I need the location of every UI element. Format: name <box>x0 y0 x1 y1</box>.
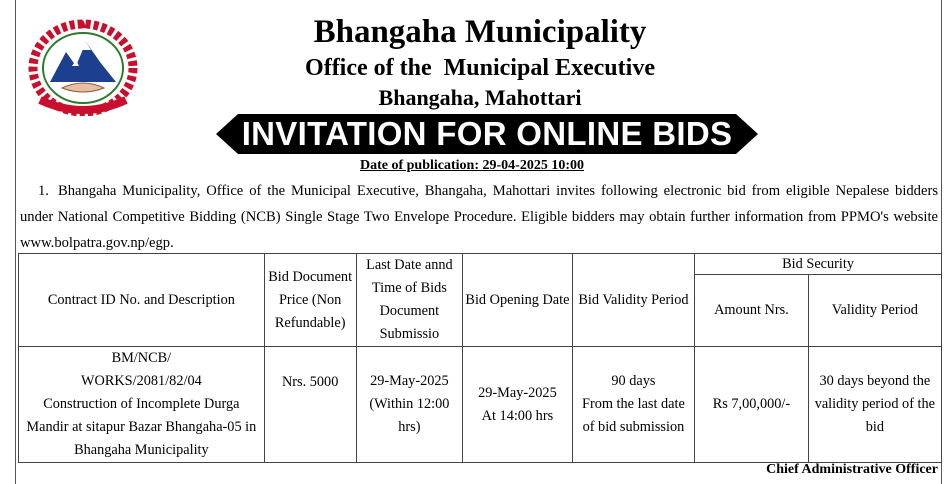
validity-days: 90 days <box>611 373 656 389</box>
publication-date: Date of publication: 29-04-2025 10:00 <box>360 158 584 173</box>
validity-note: From the last date of bid submission <box>582 396 685 435</box>
notice-number: 1. <box>38 183 49 199</box>
table-row <box>19 347 942 463</box>
validity-cell <box>572 347 695 463</box>
contract-id: BM/NCB/ WORKS/2081/82/04 <box>81 350 202 389</box>
opening-date: 29-May-2025 <box>478 384 557 401</box>
contract-cell <box>19 347 265 463</box>
contract-description: Construction of Incomplete Durga Mandir at sitapur Bazar Bhangaha-05 in Bhangaha Municipality <box>26 396 257 458</box>
last-date: 29-May-2025 <box>370 373 449 389</box>
header-security-validity: Validity Period <box>808 275 941 347</box>
header-amount: Amount Nrs. <box>695 275 809 347</box>
opening-cell <box>463 347 572 463</box>
last-date-cell <box>356 347 463 463</box>
last-time: (Within 12:00 hrs) <box>369 396 450 435</box>
amount-cell: Rs 7,00,000/- <box>695 347 809 463</box>
header-validity: Bid Validity Period <box>572 254 695 347</box>
nepal-government-emblem-icon <box>24 16 142 116</box>
header-last-date: Last Date annd Time of Bids Document Submissio <box>356 254 463 347</box>
header-price: Bid Document Price (Non Refundable) <box>264 254 356 347</box>
banner-title: INVITATION FOR ONLINE BIDS <box>241 115 733 152</box>
security-validity-cell: 30 days beyond the validity period of the bid <box>808 347 941 463</box>
bid-table <box>18 253 942 463</box>
header-opening-date: Bid Opening Date <box>463 254 572 347</box>
price-cell: Nrs. 5000 <box>264 347 356 463</box>
notice-paragraph <box>20 178 938 256</box>
notice-text: Bhangaha Municipality, Office of the Municipal Executive, Bhangaha, Mahottari invites following electronic bid from eligible Nepalese bidders under National Competitive Bidding (NCB) Single Stage Two Envelope Procedure. Eligible bidders may obtain further information from PPMO's website www.bolpatra.gov.np/egp. <box>20 183 938 251</box>
office-address: Bhangaha, Mahottari <box>378 85 582 110</box>
opening-time: At 14:00 hrs <box>481 407 554 424</box>
header-contract: Contract ID No. and Description <box>19 254 265 347</box>
signature: Chief Administrative Officer <box>766 462 938 477</box>
header-security: Bid Security <box>695 254 942 275</box>
office-name: Office of the Municipal Executive <box>305 55 655 81</box>
municipality-name: Bhangaha Municipality <box>313 14 647 50</box>
